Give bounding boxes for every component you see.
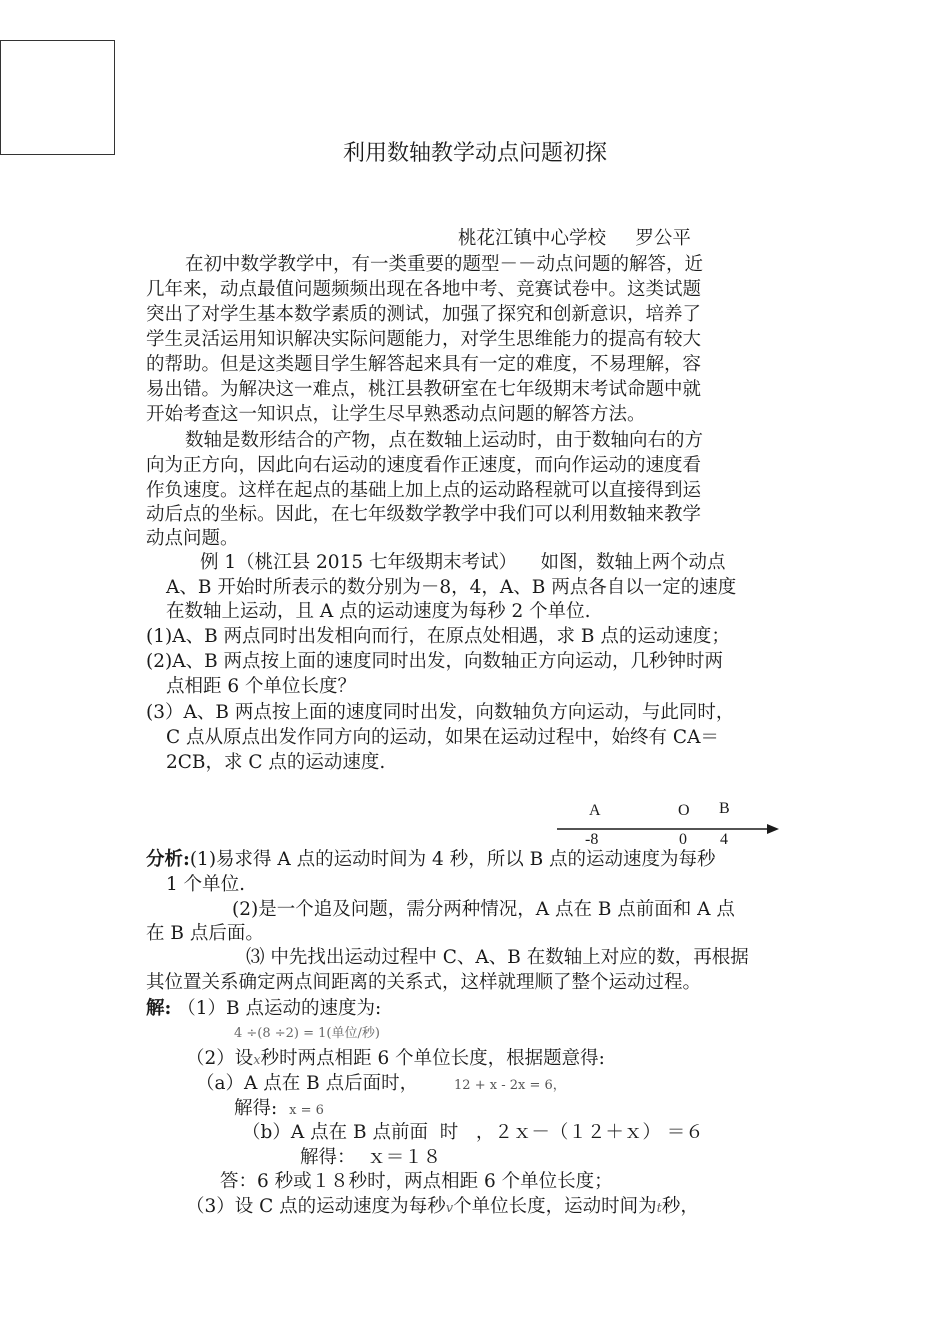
answer-line: 答：6 秒或１８秒时，两点相距 6 个单位长度； <box>220 1171 613 1192</box>
question-1: (1)A、B 两点同时出发相向而行，在原点处相遇，求 B 点的运动速度； <box>146 626 730 647</box>
variable-v: v <box>445 1201 454 1216</box>
p1-line: 学生灵活运用知识解决实际问题能力，对学生思维能力的提高有较大 <box>146 329 702 350</box>
analysis-line: 1 个单位. <box>166 874 246 895</box>
analysis-label: 分析: <box>146 849 190 870</box>
case-a-equation: 12 + x - 2x = 6， <box>454 1078 566 1093</box>
case-a-label: （a）A 点在 B 点后面时， <box>196 1073 419 1094</box>
solution-text: 个单位长度，运动时间为 <box>453 1196 657 1217</box>
p1-line: 在初中数学教学中，有一类重要的题型－－动点问题的解答，近 <box>185 254 704 275</box>
p2-line: 向为正方向，因此向右运动的速度看作正速度，而向作运动的速度看 <box>146 455 702 476</box>
point-label-a: A <box>589 802 601 819</box>
analysis-line-1 <box>146 848 716 872</box>
p2-line: 动后点的坐标。因此，在七年级数学教学中我们可以利用数轴来教学 <box>146 504 702 525</box>
variable-x: x <box>253 1053 261 1068</box>
analysis-text: (1)易求得 A 点的运动时间为 4 秒，所以 B 点的运动速度为每秒 <box>189 849 716 870</box>
solution-label: 解: <box>146 998 172 1019</box>
example-line: 例 1（桃江县 2015 七年级期末考试） 如图，数轴上两个动点 <box>200 552 726 573</box>
solution-text: （3）设 C 点的运动速度为每秒 <box>186 1196 446 1217</box>
point-label-b: B <box>719 800 730 817</box>
analysis-line: 其位置关系确定两点间距离的关系式，这样就理顺了整个运动过程。 <box>146 972 702 993</box>
p1-line: 突出了对学生基本数学素质的测试，加强了探究和创新意识，培养了 <box>146 304 702 325</box>
p2-line: 数轴是数形结合的产物，点在数轴上运动时，由于数轴向右的方 <box>185 430 704 451</box>
case-a-solve <box>234 1097 324 1123</box>
example-line: A、B 开始时所表示的数分别为－8，4，A、B 两点各自以一定的速度 <box>166 577 737 598</box>
p1-line: 开始考查这一知识点，让学生尽早熟悉动点问题的解答方法。 <box>146 404 646 425</box>
p1-line: 的帮助。但是这类题目学生解答起来具有一定的难度，不易理解，容 <box>146 354 702 375</box>
tick-label: -8 <box>585 831 599 848</box>
axis-arrow-icon <box>767 824 779 834</box>
analysis-line: 在 B 点后面。 <box>146 923 264 944</box>
p1-line: 几年来，动点最值问题频频出现在各地中考、竞赛试卷中。这类试题 <box>146 279 702 300</box>
question-2-cont: 点相距 6 个单位长度？ <box>166 676 357 697</box>
p1-line: 易出错。为解决这一难点，桃江县教研室在七年级期末考试命题中就 <box>146 379 702 400</box>
question-3-cont: C 点从原点出发作同方向的运动，如果在运动过程中，始终有 CA＝ <box>166 727 719 748</box>
question-3-cont: 2CB，求 C 点的运动速度. <box>166 752 386 773</box>
solution-text: 秒， <box>661 1196 699 1217</box>
tick-label: 0 <box>679 831 687 848</box>
solution-text: （1）B 点运动的速度为: <box>177 998 382 1019</box>
solution-formula: 4 ÷(8 ÷2) = 1(单位/秒) <box>234 1026 380 1041</box>
author-line: 桃花江镇中心学校 罗公平 <box>458 228 691 249</box>
solve-label: 解得: <box>234 1098 278 1119</box>
solution-line-2 <box>186 1047 605 1073</box>
solution-text: （2）设 <box>186 1048 254 1069</box>
point-label-o: O <box>678 802 690 819</box>
p2-line: 动点问题。 <box>146 528 239 549</box>
solution-line-3 <box>186 1195 699 1221</box>
case-b-solve: 解得： ｘ＝１８ <box>300 1147 442 1168</box>
solution-line-1 <box>146 997 381 1021</box>
case-a-line <box>196 1072 566 1098</box>
tick-label: 4 <box>720 831 728 848</box>
question-2: (2)A、B 两点按上面的速度同时出发，向数轴正方向运动，几秒钟时两 <box>146 651 724 672</box>
analysis-line: (2)是一个追及问题，需分两种情况，A 点在 B 点前面和 A 点 <box>232 899 735 920</box>
solution-text: 秒时两点相距 6 个单位长度，根据题意得: <box>260 1048 605 1069</box>
analysis-line: ⑶ 中先找出运动过程中 C、A、B 在数轴上对应的数，再根据 <box>246 947 749 968</box>
case-b-line: （b）A 点在 B 点前面 时 ，２ｘ－（１２＋ｘ） ＝６ <box>242 1122 704 1143</box>
page-title: 利用数轴教学动点问题初探 <box>342 141 607 166</box>
question-3: (3）A、B 两点按上面的速度同时出发，向数轴负方向运动，与此同时， <box>146 702 735 723</box>
example-line: 在数轴上运动，且 A 点的运动速度为每秒 2 个单位. <box>166 601 591 622</box>
variable-t: t <box>656 1201 662 1216</box>
solve-value: x = 6 <box>289 1103 324 1118</box>
p2-line: 作负速度。这样在起点的基础上加上点的运动路程就可以直接得到运 <box>146 480 702 501</box>
